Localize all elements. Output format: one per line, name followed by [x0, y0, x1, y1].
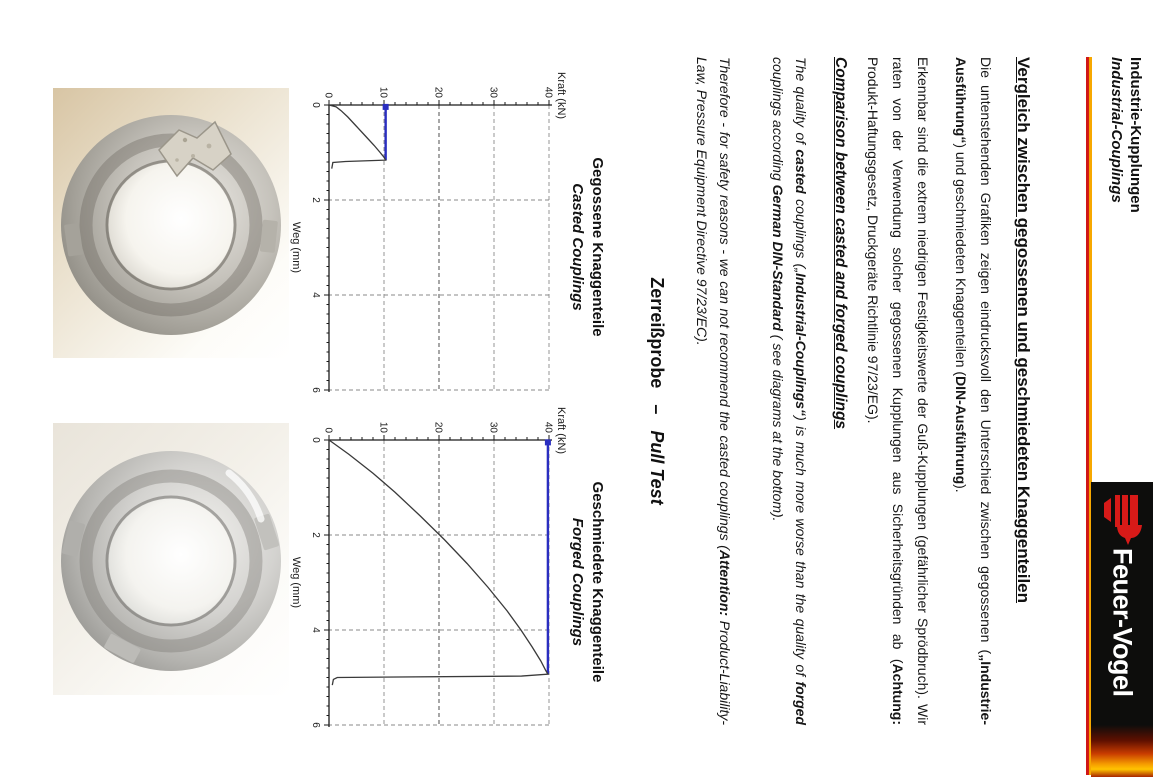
- svg-text:Kraft (kN): Kraft (kN): [555, 72, 567, 120]
- svg-text:Weg (mm): Weg (mm): [290, 556, 302, 609]
- letterhead-line-en: Industrial-Couplings: [1108, 57, 1125, 203]
- svg-text:0: 0: [310, 102, 321, 108]
- firebird-icon: [1096, 492, 1146, 546]
- svg-text:6: 6: [310, 387, 321, 393]
- svg-text:Kraft (kN): Kraft (kN): [555, 407, 567, 455]
- svg-text:30: 30: [487, 421, 499, 433]
- svg-text:20: 20: [432, 86, 444, 98]
- svg-text:2: 2: [310, 532, 321, 538]
- casted-coupling-photo: [53, 88, 289, 358]
- svg-text:10: 10: [377, 421, 389, 433]
- column-label-casted-en: Casted Couplings: [569, 183, 586, 311]
- feuer-vogel-logo: [1091, 482, 1153, 777]
- casted-coupling-ring-image: [53, 88, 289, 358]
- forged-pull-test-chart: [286, 405, 571, 733]
- svg-text:40: 40: [542, 86, 554, 98]
- column-label-forged-de: Geschmiedete Knaggenteile: [589, 481, 606, 683]
- svg-text:0: 0: [322, 92, 334, 98]
- svg-text:40: 40: [542, 421, 554, 433]
- column-label-casted: [567, 97, 607, 397]
- forged-coupling-ring-image: [53, 423, 289, 695]
- forged-coupling-photo: [53, 423, 289, 695]
- pull-test-heading: [646, 57, 667, 725]
- svg-text:0: 0: [322, 427, 334, 433]
- svg-text:6: 6: [310, 722, 321, 728]
- pull-test-heading-en: Pull Test: [647, 430, 667, 505]
- paragraph-en-2: Therefore - for safety reasons - we can not recommend the casted couplings (Attention: Product-Liability-Law, Pressure Equipment Directive 97/23/EC).: [694, 57, 733, 726]
- column-label-casted-de: Gegossene Knaggenteile: [589, 157, 606, 337]
- logo-wordmark: Feuer-Vogel: [1107, 548, 1138, 697]
- svg-text:4: 4: [310, 292, 321, 298]
- svg-text:20: 20: [432, 421, 444, 433]
- paragraph-de-1: Die untenstehenden Grafiken zeigen eindrucksvoll den Unterschied zwischen gegossenen („Industrie-Ausführung“) und geschmiedeten Knaggenteilen (DIN-Ausführung).: [953, 57, 994, 725]
- svg-text:4: 4: [310, 627, 321, 633]
- pull-test-heading-de: Zerreißprobe: [647, 277, 667, 389]
- casted-pull-test-chart: [286, 70, 571, 398]
- letterhead-line-de: Industrie-Kupplungen: [1127, 57, 1144, 213]
- svg-text:Weg (mm): Weg (mm): [290, 221, 302, 274]
- svg-text:10: 10: [377, 86, 389, 98]
- svg-text:30: 30: [487, 86, 499, 98]
- svg-text:0: 0: [310, 437, 321, 443]
- section-heading-en: Comparison between casted and forged couplings: [832, 57, 849, 430]
- pull-test-heading-dash: –: [647, 404, 667, 415]
- letterhead: [1107, 57, 1145, 213]
- paragraph-de-2: Erkennbar sind die extrem niedrigen Festigkeitswerte der Guß-Kupplungen (gefährlicher Sprödbruch). Wir raten von der Verwendung solcher gegossenen Kupplungen aus Sicherheitsgründen ab (Achtung: Produkt-Haftungsgesetz, Druckgeräte Richtlinie 97/23/EG).: [865, 57, 931, 725]
- document-title-de: Vergleich zwischen gegossenen und geschmiedeten Knaggenteilen: [1014, 57, 1033, 604]
- svg-text:2: 2: [310, 197, 321, 203]
- column-label-forged: [567, 432, 607, 732]
- logo-flame-gradient: [1091, 725, 1153, 777]
- column-label-forged-en: Forged Couplings: [569, 517, 586, 647]
- paragraph-en-1: The quality of casted couplings („Industrial-Couplings“) is much more worse than the quality of forged couplings according German DIN-Standard ( see diagrams at the bottom).: [770, 57, 809, 726]
